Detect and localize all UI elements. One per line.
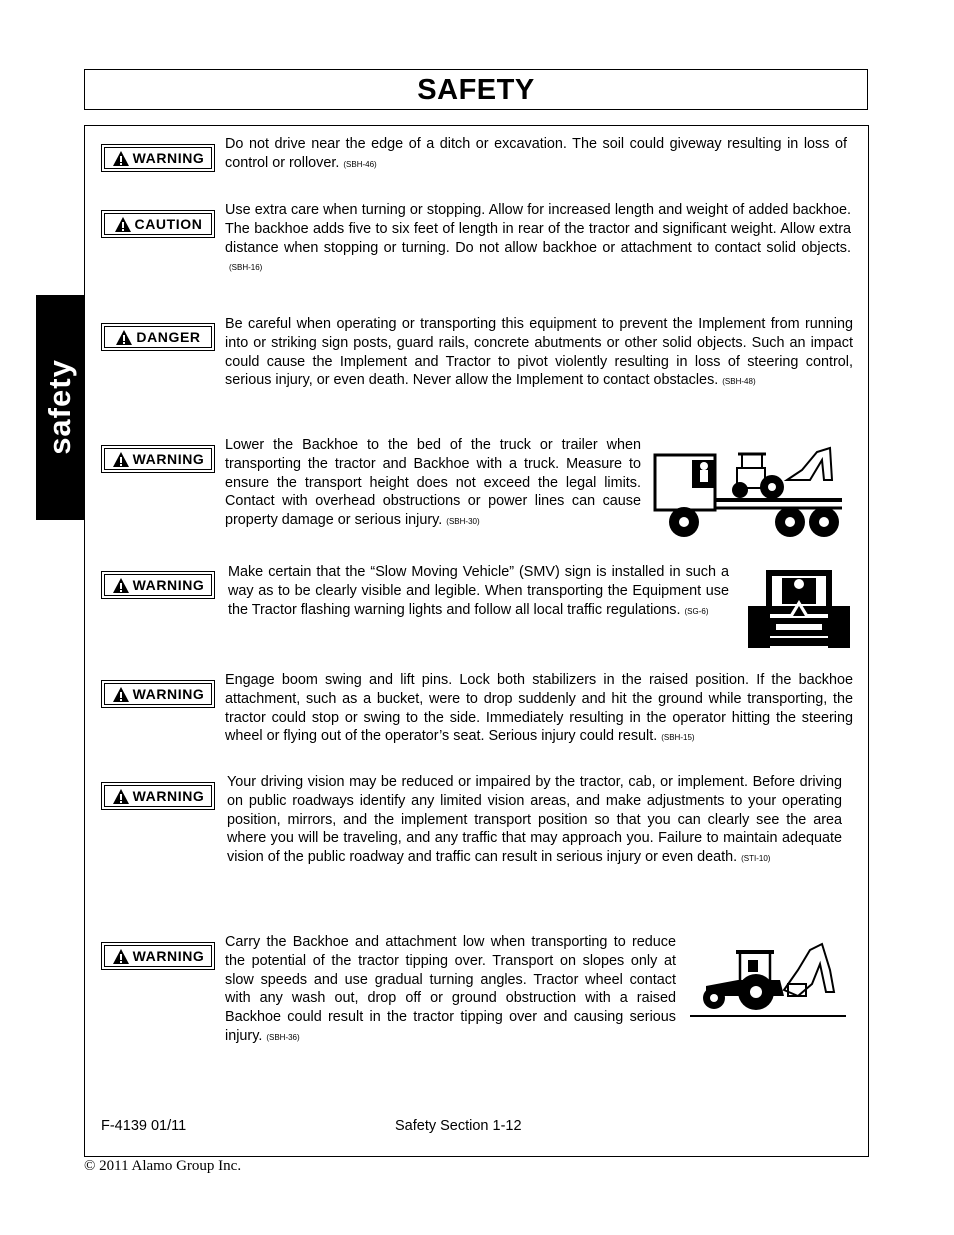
safety-message xyxy=(225,671,853,748)
message-text: Make certain that the “Slow Moving Vehicle” (SMV) sign is installed in such a way as to be clearly visible and legible. When transporting the Equipment use the Tractor flashing warning lights and follow all local traffic regulations. xyxy=(228,564,729,618)
smv-rear-tractor-illustration xyxy=(746,566,852,650)
alert-triangle-icon xyxy=(112,948,130,965)
signal-word: DANGER xyxy=(136,329,201,345)
side-tab-label: safety xyxy=(42,359,77,455)
warning-label xyxy=(101,445,215,473)
warning-label xyxy=(101,571,215,599)
safety-message xyxy=(225,315,853,392)
tractor-backhoe-illustration xyxy=(688,940,848,1020)
header-box xyxy=(84,69,868,110)
message-text: Carry the Backhoe and attachment low when transporting to reduce the potential of the tractor tipping over. Transport on slopes only at slow speeds and use gradual turning angles. Tractor wheel contact with any wash out, drop off or ground obstruction with a raised Backhoe could result in the tractor tipping over and causing serious injury. xyxy=(225,934,676,1044)
message-code: (SBH-48) xyxy=(722,377,756,387)
message-code: (SBH-16) xyxy=(229,263,263,273)
message-code: (SBH-30) xyxy=(446,517,480,527)
message-code: (SBH-15) xyxy=(661,733,695,743)
alert-triangle-icon xyxy=(112,150,130,167)
message-text: Your driving vision may be reduced or impaired by the tractor, cab, or implement. Before driving on public roadways identify any limited vision areas, and make adjustments to your operating position, mirrors, and the implement transport position so that you can clearly see the area where you will be traveling, and any traffic that may approach you. Failure to maintain adequate vision of the public roadway and traffic can result in serious injury or even death. xyxy=(227,774,842,866)
alert-triangle-icon xyxy=(112,577,130,594)
message-code: (SG-6) xyxy=(684,606,709,616)
warning-label xyxy=(101,680,215,708)
page-title: SAFETY xyxy=(417,74,535,106)
message-text: Engage boom swing and lift pins. Lock both stabilizers in the raised position. If the backhoe attachment, such as a bucket, were to drop suddenly and hit the ground while transporting, the tractor could stop or swing to the side. Immediately resulting in the operator hitting the steering wheel or flying out of the operator’s seat. Serious injury could result. xyxy=(225,672,853,745)
message-text: Use extra care when turning or stopping. Allow for increased length and weight of added backhoe. The backhoe adds five to six feet of length in rear of the tractor and significant weight. Allow extra distance when stopping or turning. Do not allow backhoe or attachment to contact solid objects. xyxy=(225,202,851,256)
message-text: Be careful when operating or transporting this equipment to prevent the Implement from running into or striking sign posts, guard rails, concrete abutments or other solid objects. Such an impact could cause the Implement and Tractor to pivot violently resulting in loss of steering control, serious injury, or even death. Never allow the Implement to contact obstacles. xyxy=(225,316,853,389)
alert-triangle-icon xyxy=(112,686,130,703)
safety-message xyxy=(228,563,729,621)
signal-word: CAUTION xyxy=(134,216,203,232)
side-tab xyxy=(36,295,84,520)
safety-message xyxy=(225,135,847,175)
safety-message xyxy=(225,933,676,1048)
signal-word: WARNING xyxy=(132,150,205,166)
copyright: © 2011 Alamo Group Inc. xyxy=(84,1158,242,1174)
alert-triangle-icon xyxy=(114,216,132,233)
signal-word: WARNING xyxy=(132,788,205,804)
warning-label xyxy=(101,144,215,172)
safety-message xyxy=(225,436,641,532)
truck-transport-illustration xyxy=(652,440,844,540)
signal-word: WARNING xyxy=(132,686,205,702)
doc-number: F-4139 01/11 xyxy=(101,1118,187,1134)
safety-message xyxy=(225,201,851,278)
signal-word: WARNING xyxy=(132,948,205,964)
alert-triangle-icon xyxy=(112,451,130,468)
section-label: Safety Section 1-12 xyxy=(395,1118,522,1134)
alert-triangle-icon xyxy=(115,329,133,346)
message-text: Do not drive near the edge of a ditch or excavation. The soil could giveway resulting in loss of control or rollover. xyxy=(225,136,847,171)
danger-label xyxy=(101,323,215,351)
message-code: (SBH-36) xyxy=(266,1032,300,1042)
warning-label xyxy=(101,782,215,810)
message-text: Lower the Backhoe to the bed of the truck or trailer when transporting the tractor and Backhoe with a truck. Measure to ensure the transport height does not exceed the legal limits. Contact with overhead obstructions or power lines can cause property damage or serious injury. xyxy=(225,437,641,529)
warning-label xyxy=(101,942,215,970)
caution-label xyxy=(101,210,215,238)
message-code: (SBH-46) xyxy=(343,159,377,169)
message-code: (STI-10) xyxy=(741,854,771,864)
alert-triangle-icon xyxy=(112,788,130,805)
signal-word: WARNING xyxy=(132,577,205,593)
signal-word: WARNING xyxy=(132,451,205,467)
safety-message xyxy=(227,773,842,869)
